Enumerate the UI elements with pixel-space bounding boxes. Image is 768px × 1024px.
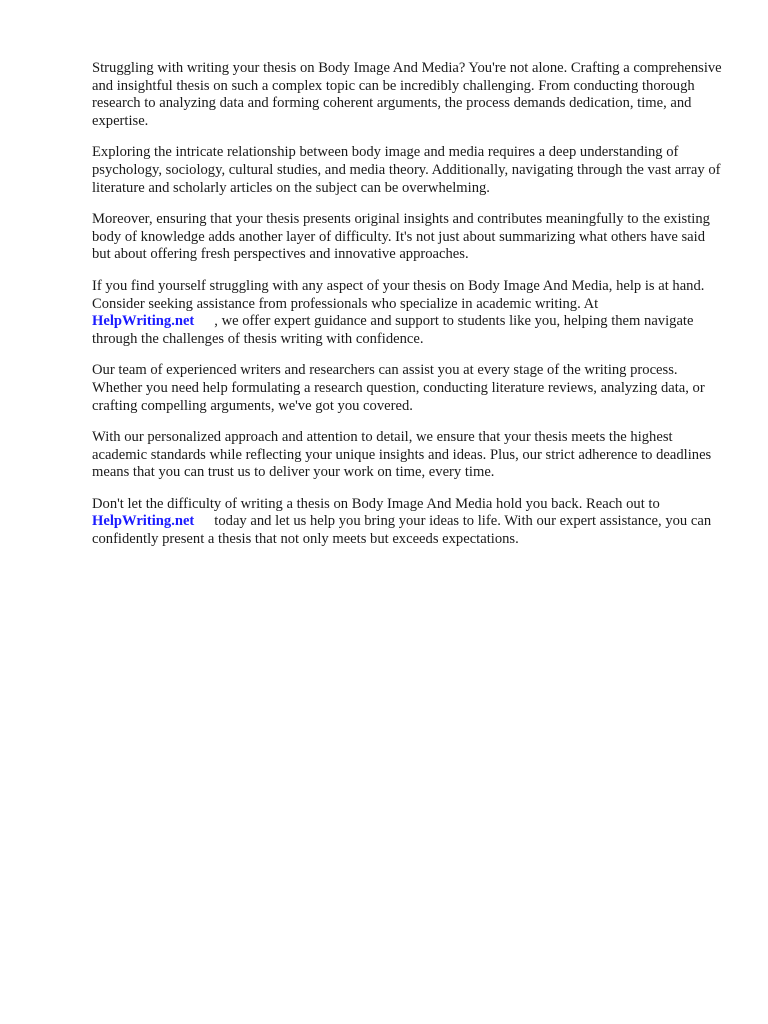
paragraph-originality: Moreover, ensuring that your thesis presents original insights and contributes meaningfully to the existing body of knowledge adds another layer of difficulty. It's not just about summarizing what others have said but about offering fresh perspectives and innovative approaches. bbox=[92, 211, 710, 263]
document-body bbox=[92, 60, 722, 563]
paragraph-intro: Struggling with writing your thesis on Body Image And Media? You're not alone. Crafting a comprehensive and insightful thesis on such a complex topic can be incredibly challenging. From conducting thorough research to analyzing data and forming coherent arguments, the process demands dedication, time, and expertise. bbox=[92, 60, 722, 129]
paragraph-approach: With our personalized approach and attention to detail, we ensure that your thesis meets the highest academic standards while reflecting your unique insights and ideas. Plus, our strict adherence to deadlines means that you can trust us to deliver your work on time, every time. bbox=[92, 429, 712, 481]
helpwriting-link-2[interactable]: HelpWriting.net bbox=[92, 513, 195, 530]
paragraph-cta-text-before: Don't let the difficulty of writing a thesis on Body Image And Media hold you back. Reach out to bbox=[92, 495, 660, 512]
paragraph-assistance bbox=[92, 278, 722, 348]
paragraph-cta-text-after: today and let us help you bring your ideas to life. With our expert assistance, you can confidently present a thesis that not only meets but exceeds expectations. bbox=[92, 513, 712, 548]
helpwriting-link-1[interactable]: HelpWriting.net bbox=[92, 313, 195, 330]
paragraph-relationship: Exploring the intricate relationship between body image and media requires a deep understanding of psychology, sociology, cultural studies, and media theory. Additionally, navigating through the vast array of literature and scholarly articles on the subject can be overwhelming. bbox=[92, 144, 721, 196]
paragraph-call-to-action bbox=[92, 496, 722, 549]
paragraph-assistance-text-after: , we offer expert guidance and support to students like you, helping them navigate through the challenges of thesis writing with confidence. bbox=[92, 313, 694, 347]
paragraph-assistance-text-before: If you find yourself struggling with any aspect of your thesis on Body Image And Media, help is at hand. Consider seeking assistance from professionals who specialize in academic writing. At bbox=[92, 277, 705, 312]
paragraph-team: Our team of experienced writers and researchers can assist you at every stage of the writing process. Whether you need help formulating a research question, conducting literature reviews, analyzing data, or crafting compelling arguments, we've got you covered. bbox=[92, 362, 705, 414]
